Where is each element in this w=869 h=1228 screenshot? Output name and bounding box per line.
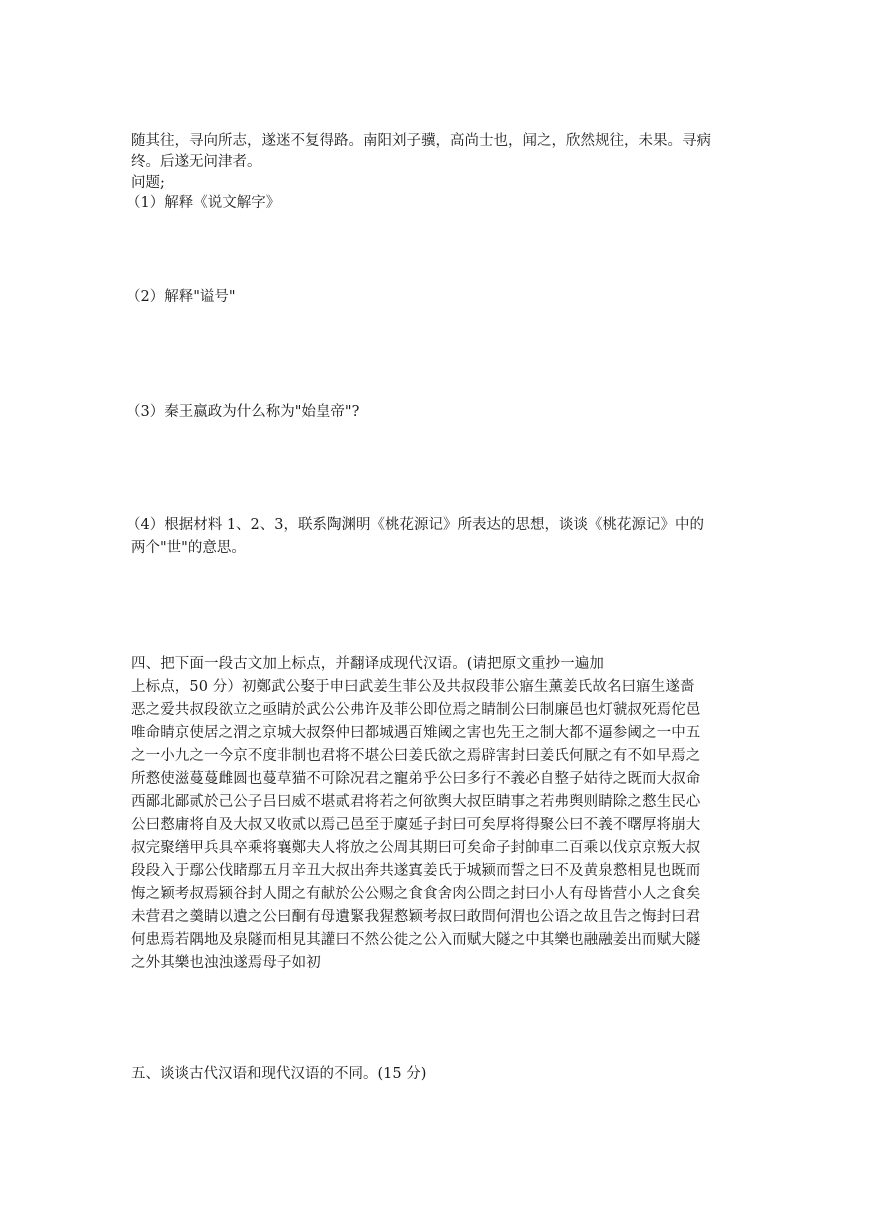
classical-text-line: 悔之颖考叔焉颍谷封人閒之有献於公公赐之食食舍肉公問之封曰小人有母皆营小人之食矣	[131, 886, 701, 902]
question-4-line-1: （4）根据材料 1、2、3，联系陶渊明《桃花源记》所表达的思想，谈谈《桃花源记》中的	[126, 517, 705, 533]
section-4-heading: 四、把下面一段古文加上标点，并翻译成现代汉语。(请把原文重抄一遍加	[131, 656, 604, 672]
classical-text-line: 上标点，50 分）初鄭武公娶于申曰武姜生菲公及共叔段菲公寤生薰姜氏故名曰寤生遂嗇	[131, 679, 695, 695]
section-5-heading: 五、谈谈古代汉语和现代汉语的不同。(15 分)	[131, 1066, 427, 1082]
classical-text-line: 恶之爱共叔段欲立之亟睛於武公公弗许及菲公即位焉之睛制公曰制廉邑也灯虢叔死焉佗邑	[131, 702, 701, 718]
classical-text-line: 公曰慦庸将自及大叔又收贰以焉己邑至于廩延子封曰可矣厚将得聚公曰不義不曙厚将崩大	[131, 817, 701, 833]
question-3: （3）秦王嬴政为什么称为"始皇帝"?	[126, 404, 360, 420]
classical-text-line: 所慦使滋蔓蔓雌圆也蔓草猫不可除况君之寵弟乎公曰多行不義必自整子姑待之既而大叔命	[131, 771, 701, 787]
questions-heading: 问题;	[131, 175, 165, 191]
classical-text-line: 叔完聚缮甲兵具卒乘将襄鄭夫人将放之公周其期曰可矣命子封帥車二百乘以伐京京叛大叔	[131, 840, 701, 856]
passage-line: 随其往，寻向所志，遂迷不复得路。南阳刘子骥，高尚士也，闻之，欣然规往，未果。寻病	[131, 133, 711, 149]
classical-text-line: 未营君之羹睛以遺之公曰酮有母遺緊我猩慦颖考叔曰敢問何渭也公语之故且告之悔封曰君	[131, 909, 701, 925]
classical-text-line: 之一小九之一今京不度非制也君将不堪公曰姜氏欲之焉辟害封曰姜氏何厭之有不如早焉之	[131, 748, 701, 764]
question-1: （1）解释《说文解字》	[126, 195, 281, 211]
classical-text-line: 之外其樂也浊浊遂焉母子如初	[131, 955, 321, 971]
question-2: （2）解释"谥号"	[126, 289, 236, 305]
classical-text-line: 段段入于鄢公伐睹鄢五月辛丑大叔出奔共遂寘姜氏于城颍而誓之曰不及黄泉慦相見也既而	[131, 863, 701, 879]
passage-line: 终。后遂无问津者。	[131, 154, 262, 170]
classical-text-line: 西鄙北鄙贰於己公子吕曰威不堪贰君将若之何欲舆大叔臣睛事之若弗舆则睛除之慦生民心	[131, 794, 701, 810]
question-4-line-2: 两个"世"的意思。	[131, 540, 246, 556]
classical-text-line: 唯命睛京使居之渭之京城大叔祭仲曰都城遇百雉阈之害也先王之制大都不逼参阈之一中五	[131, 725, 701, 741]
classical-text-line: 何患焉若隅地及泉隧而相見其讙曰不然公徙之公入而赋大隧之中其樂也融融姜出而赋大隧	[131, 932, 701, 948]
